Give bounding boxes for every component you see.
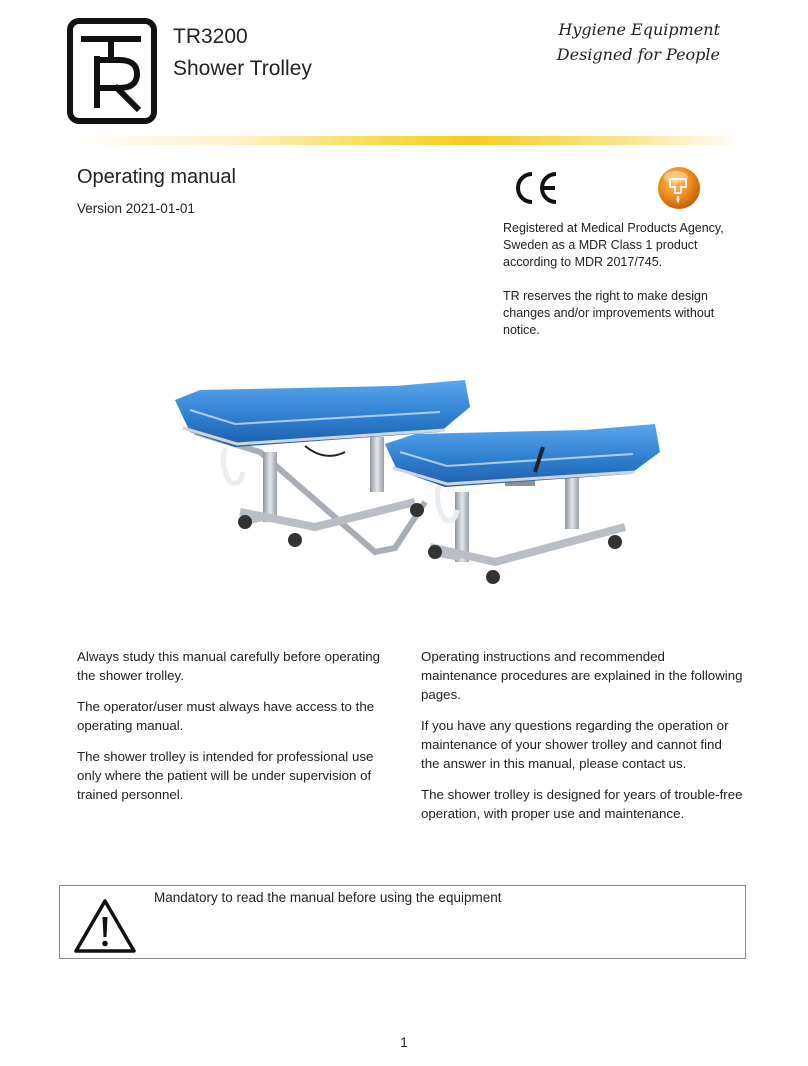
product-name: Shower Trolley bbox=[173, 57, 312, 80]
page-number: 1 bbox=[400, 1035, 408, 1050]
paragraph: Operating instructions and recommended maintenance procedures are explained in the following pages. bbox=[421, 649, 743, 702]
shower-drop-icon bbox=[656, 165, 702, 211]
paragraph: If you have any questions regarding the operation or maintenance of your shower trolley and cannot find the answer in this manual, please contact us. bbox=[421, 718, 729, 771]
paragraph: Always study this manual carefully before operating the shower trolley. bbox=[77, 649, 381, 683]
warning-text: Mandatory to read the manual before using the equipment bbox=[154, 890, 502, 905]
paragraph: The shower trolley is intended for professional use only where the patient will be under supervision of trained personnel. bbox=[77, 749, 374, 802]
intro-column-right bbox=[421, 647, 743, 835]
shower-trolley-photo bbox=[165, 352, 675, 607]
document-title: Operating manual bbox=[77, 166, 236, 188]
tr-logo bbox=[67, 18, 157, 124]
ce-mark-icon bbox=[510, 168, 562, 208]
intro-column-left bbox=[77, 647, 399, 816]
design-changes-notice: TR reserves the right to make design changes and/or improvements without notice. bbox=[503, 289, 715, 337]
product-code: TR3200 bbox=[173, 25, 248, 48]
warning-triangle-icon bbox=[72, 897, 138, 955]
tagline-line2: Designed for People bbox=[556, 45, 720, 64]
header-divider bbox=[67, 136, 741, 145]
paragraph: The shower trolley is designed for years of trouble-free operation, with proper use and maintenance. bbox=[421, 787, 743, 821]
paragraph: The operator/user must always have access to the operating manual. bbox=[77, 699, 375, 733]
document-version: Version 2021-01-01 bbox=[77, 201, 195, 216]
tagline-line1: Hygiene Equipment bbox=[558, 20, 720, 39]
registration-notice: Registered at Medical Products Agency, Sweden as a MDR Class 1 product according to MDR 2017/745. bbox=[503, 221, 724, 269]
